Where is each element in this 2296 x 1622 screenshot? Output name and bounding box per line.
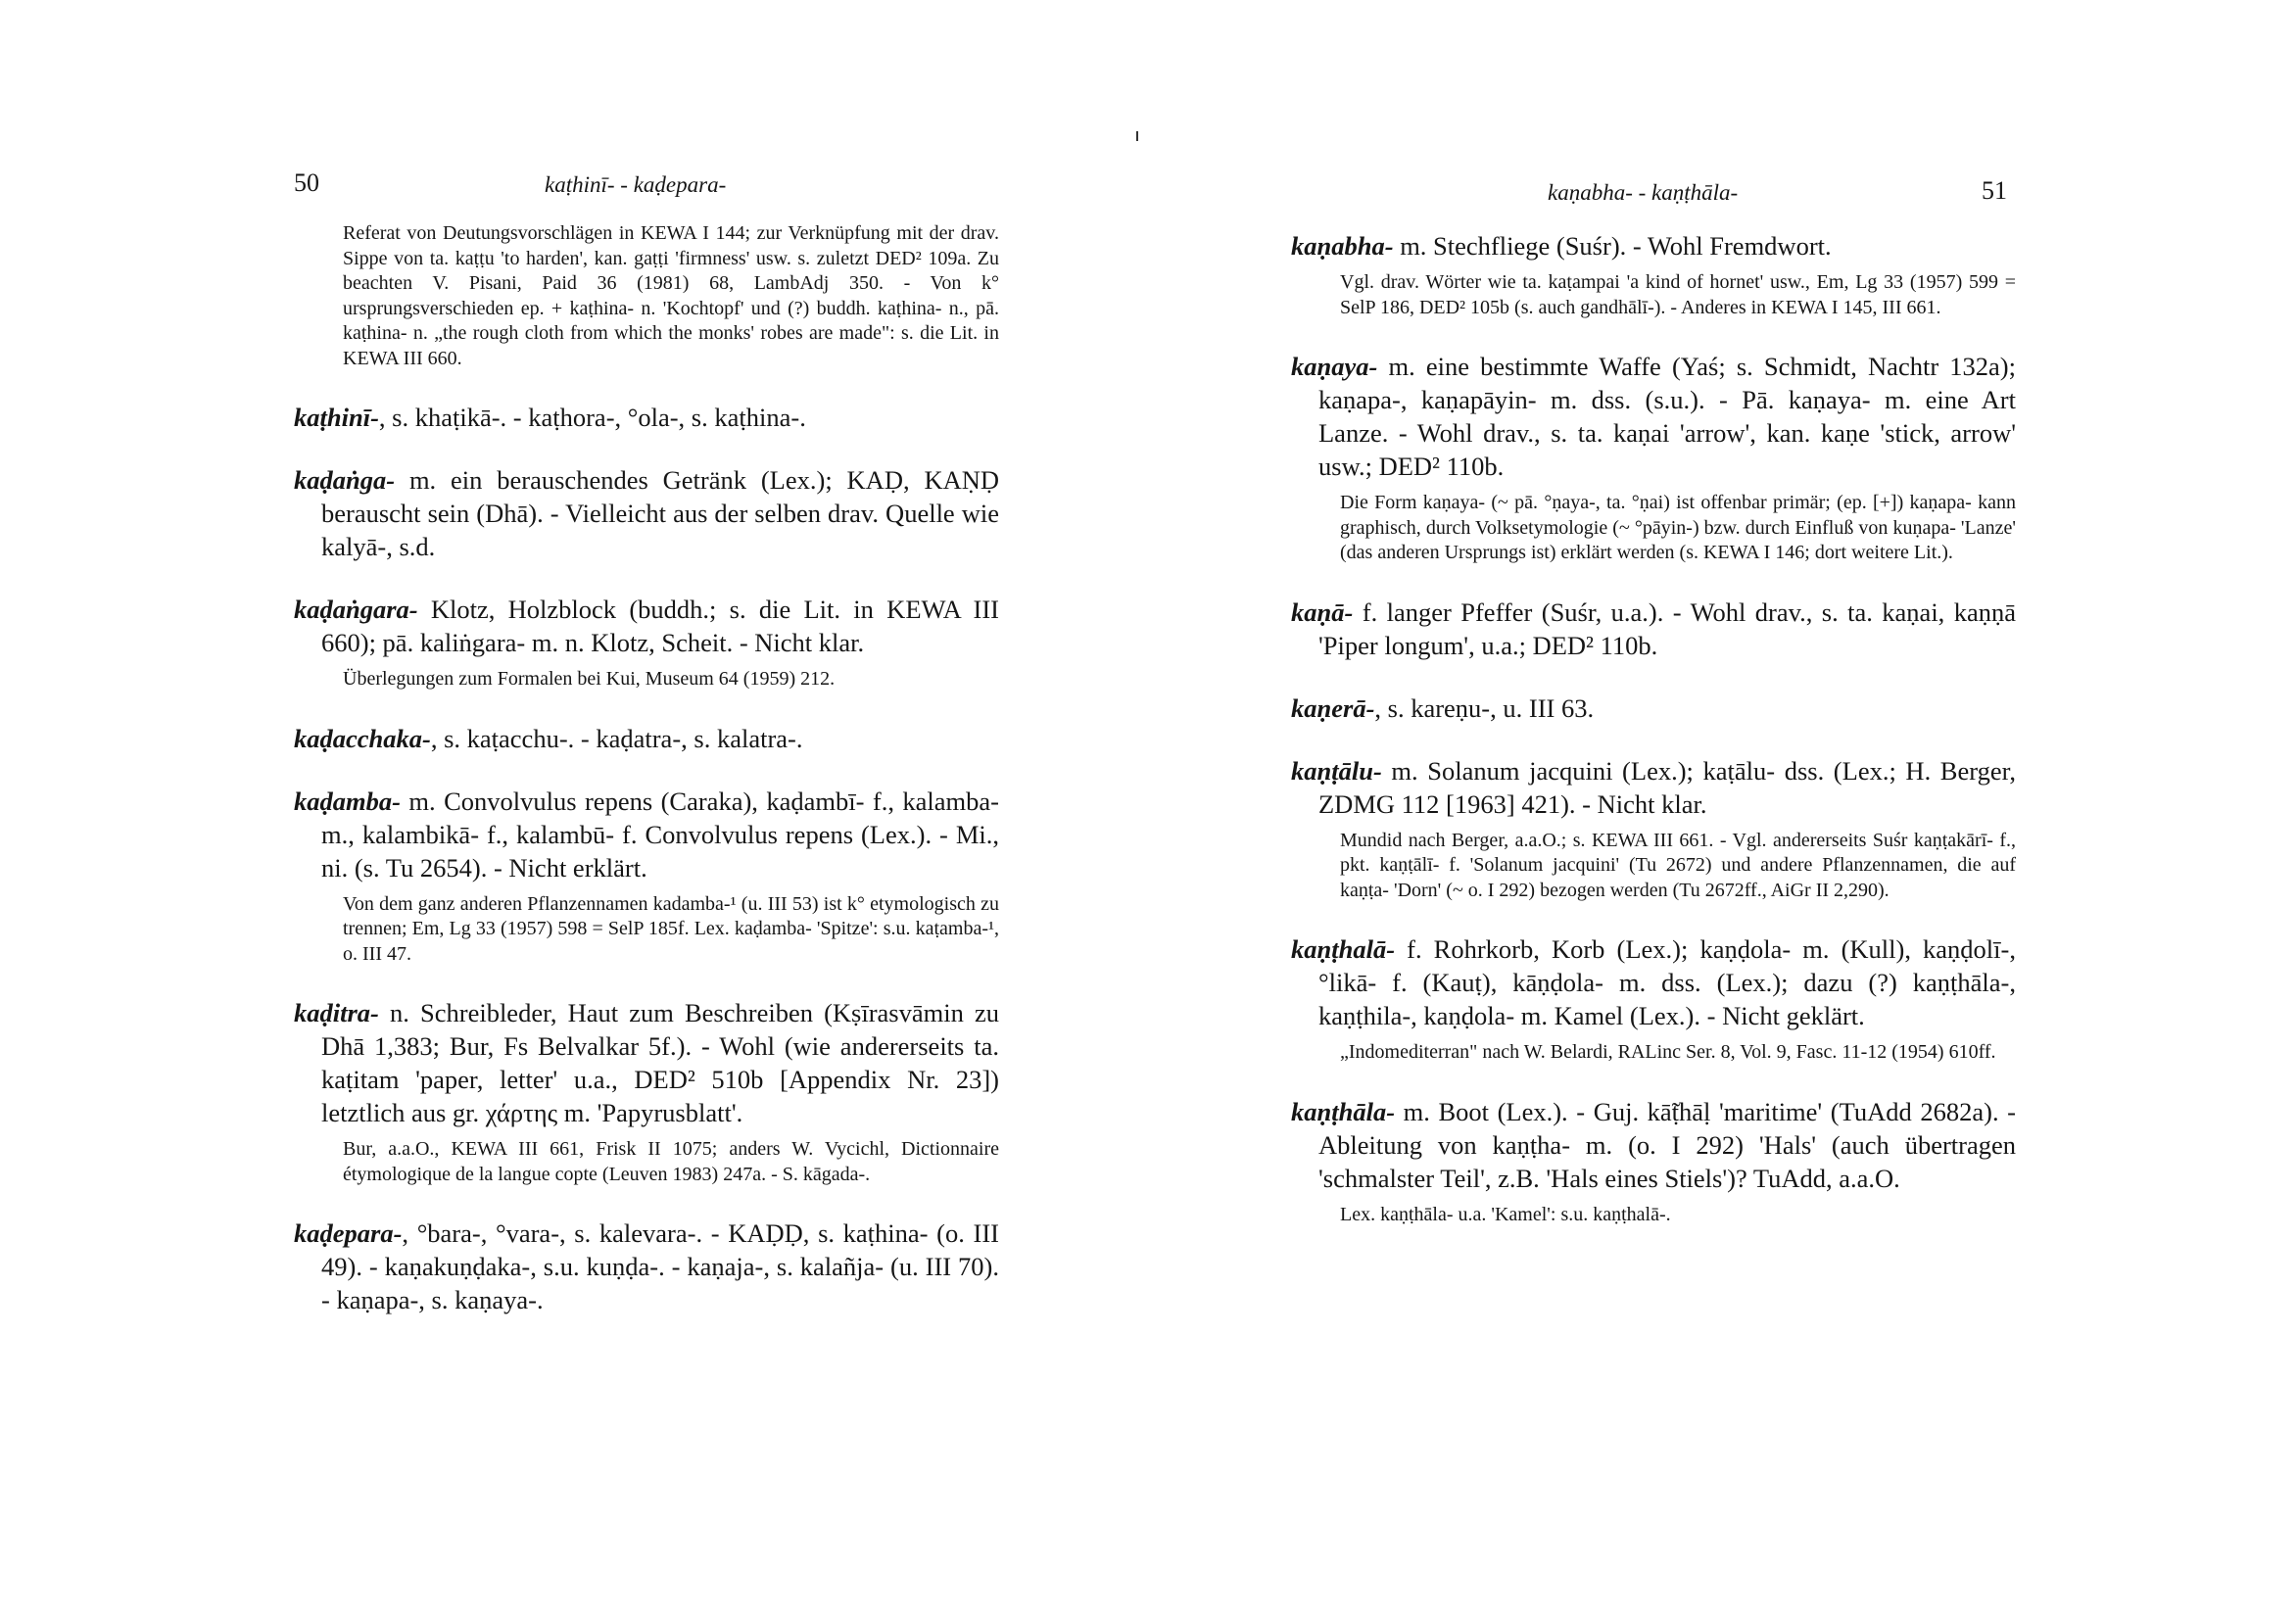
- entry-kadacchaka: [294, 722, 999, 755]
- lemma: kaḍamba-: [294, 786, 401, 816]
- left-page-number: 50: [294, 168, 319, 197]
- entry-note: Überlegungen zum Formalen bei Kui, Museum 64 (1959) 212.: [343, 668, 836, 690]
- entry-text: m. Stechfliege (Suśr). - Wohl Fremdwort.: [1393, 231, 1832, 261]
- entry-text: , s. kaṭacchu-. - kaḍatra-, s. kalatra-.: [430, 723, 803, 753]
- lemma: kaṇṭālu-: [1291, 755, 1382, 786]
- entry-text: m. Convolvulus repens (Caraka), kaḍambī- f., kalamba- m., kalambikā- f., kalambū- f. Convolvulus repens (Lex.). - Mi., ni. (s. Tu 2654). - Nicht erklärt.: [321, 786, 999, 883]
- entry-note: Die Form kaṇaya- (~ pā. °ṇaya-, ta. °ṇai) ist offenbar primär; (ep. [+]) kaṇapa- kann graphisch, durch Volksetymologie (~ °pāyin-) bzw. durch Einfluß von kuṇapa- 'Lanze' (das anderen Ursprungs ist) erklärt werden (s. KEWA I 146; dort weitere Lit.).: [1340, 492, 2016, 563]
- entry-kadamba: [294, 785, 999, 968]
- entry-text: n. Schreibleder, Haut zum Beschreiben (Kṣīrasvāmin zu Dhā 1,383; Bur, Fs Belvalkar 5f.). - Wohl (wie andererseits ta. kaṭitam 'paper, letter' u.a., DED² 510b [Appendix Nr. 23]) letztlich aus gr. χάρτης m. 'Papyrusblatt'.: [321, 998, 999, 1127]
- lemma: kaḍaṅgara-: [294, 595, 418, 624]
- entry-kanabha: [1291, 229, 2016, 320]
- entry-kadepara: [294, 1216, 999, 1316]
- entry-text: , s. khaṭikā-. - kaṭhora-, °ola-, s. kaṭhina-.: [378, 403, 806, 432]
- entry-kanera: [1291, 692, 2016, 725]
- left-running-head: kaṭhinī- - kaḍepara-: [545, 172, 727, 197]
- entry-text: m. Solanum jacquini (Lex.); kaṭālu- dss. (Lex.; H. Berger, ZDMG 112 [1963] 421). - Nicht klar.: [1318, 755, 2016, 819]
- entry-note: „Indomediterran" nach W. Belardi, RALinc Ser. 8, Vol. 9, Fasc. 11-12 (1954) 610ff.: [1340, 1041, 1996, 1063]
- lemma: kaṇaya-: [1291, 352, 1378, 381]
- entry-kanaya: [1291, 350, 2016, 566]
- entry-note: Von dem ganz anderen Pflanzennamen kadamba-¹ (u. III 53) ist k° etymologisch zu trennen; Em, Lg 33 (1957) 598 = SelP 185f. Lex. kaḍamba- 'Spitze': s.u. kaṭamba-¹, o. III 47.: [343, 892, 999, 965]
- entry-text: m. eine bestimmte Waffe (Yaś; s. Schmidt, Nachtr 132a); kaṇapa-, kaṇapāyin- m. dss. (s.u.). - Pā. kaṇaya- m. eine Art Lanze. - Wohl drav., s. ta. kaṇai 'arrow', kan. kaṇe 'stick, arrow' usw.; DED² 110b.: [1318, 352, 2016, 481]
- entry-text: m. ein berauschendes Getränk (Lex.); KAḌ, KAṆḌ berauscht sein (Dhā). - Vielleicht aus der selben drav. Quelle wie kalyā-, s.d.: [321, 465, 999, 561]
- right-page-number: 51: [1982, 176, 2007, 205]
- entry-kana: [1291, 596, 2016, 662]
- entry-kanthala-f: [1291, 932, 2016, 1066]
- entry-note: Vgl. drav. Wörter wie ta. kaṭampai 'a kind of hornet' usw., Em, Lg 33 (1957) 599 = SelP 186, DED² 105b (s. auch gandhālī-). - Anderes in KEWA I 145, III 661.: [1340, 271, 2016, 318]
- entry-text: f. Rohrkorb, Korb (Lex.); kaṇḍola- m. (Kull), kaṇḍolī-, °likā- f. (Kauṭ), kāṇḍola- m. dss. (Lex.); dazu (?) kaṇṭhāla-, kaṇṭhila-, kaṇḍola- m. Kamel (Lex.). - Nicht geklärt.: [1318, 934, 2016, 1030]
- entry-kadanga: [294, 463, 999, 563]
- lemma: kaṇā-: [1291, 596, 1354, 627]
- lemma: kaṇṭhalā-: [1291, 934, 1396, 964]
- left-page-body: [294, 221, 999, 1316]
- right-running-head: kaṇabha- - kaṇṭhāla-: [1548, 180, 1739, 205]
- entry-text: , s. kareṇu-, u. III 63.: [1374, 692, 1595, 723]
- lemma: kaḍitra-: [294, 998, 379, 1027]
- entry-text: f. langer Pfeffer (Suśr, u.a.). - Wohl drav., s. ta. kaṇai, kaṇṇā 'Piper longum', u.a.; DED² 110b.: [1318, 596, 2016, 660]
- entry-kantalu: [1291, 754, 2016, 904]
- entry-note: Bur, a.a.O., KEWA III 661, Frisk II 1075; anders W. Vycichl, Dictionnaire étymologique de la langue copte (Leuven 1983) 247a. - S. kāgada-.: [343, 1138, 999, 1185]
- lemma: kaḍacchaka-: [294, 723, 431, 753]
- entry-text: , °bara-, °vara-, s. kalevara-. - KAḌḌ, s. kaṭhina- (o. III 49). - kaṇakuṇḍaka-, s.u. kuṇḍa-. - kaṇaja-, s. kalañja- (u. III 70). - kaṇapa-, s. kaṇaya-.: [321, 1218, 999, 1314]
- lemma: kaṭhinī-: [294, 403, 379, 432]
- entry-kanthala-m: [1291, 1095, 2016, 1228]
- lemma: kaṇṭhāla-: [1291, 1096, 1396, 1126]
- scan-mark: [1136, 131, 1138, 141]
- lemma: kaṇabha-: [1291, 231, 1394, 261]
- lemma: kaḍaṅga-: [294, 465, 396, 495]
- intro-note: Referat von Deutungsvorschlägen in KEWA I 144; zur Verknüpfung mit der drav. Sippe von ta. kaṭṭu 'to harden', kan. gaṭṭi 'firmness' usw. s. zuletzt DED² 109a. Zu beachten V. Pisani, Paid 36 (1981) 68, LambAdj 350. - Von k° ursprungsverschieden ep. + kaṭhina- n. 'Kochtopf' und (?) buddh. kaṭhina- n., pā. kaṭhina- n. „the rough cloth from which the monks' robes are made": s. die Lit. in KEWA III 660.: [343, 222, 999, 369]
- entry-kathini: [294, 401, 999, 434]
- entry-kaditra: [294, 996, 999, 1187]
- lemma: kaṇerā-: [1291, 692, 1375, 723]
- entry-text: Klotz, Holzblock (buddh.; s. die Lit. in KEWA III 660); pā. kaliṅgara- m. n. Klotz, Scheit. - Nicht klar.: [321, 595, 999, 657]
- entry-note: Lex. kaṇṭhāla- u.a. 'Kamel': s.u. kaṇṭhalā-.: [1340, 1203, 1671, 1225]
- lemma: kaḍepara-: [294, 1218, 403, 1248]
- right-page-body: [1291, 229, 2016, 1227]
- entry-kadangara: [294, 593, 999, 692]
- entry-note: Mundid nach Berger, a.a.O.; s. KEWA III 661. - Vgl. andererseits Suśr kaṇṭakārī- f., pkt. kaṇṭālī- f. 'Solanum jacquini' (Tu 2672) und andere Pflanzennamen, die auf kaṇṭa- 'Dorn' (~ o. I 292) bezogen werden (Tu 2672ff., AiGr II 2,290).: [1340, 829, 2016, 901]
- entry-text: m. Boot (Lex.). - Guj. kā̃ṭhāḷ 'maritime' (TuAdd 2682a). - Ableitung von kaṇṭha- m. (o. I 292) 'Hals' (auch übertragen 'schmalster Teil', z.B. 'Hals eines Stiels')? TuAdd, a.a.O.: [1318, 1096, 2016, 1193]
